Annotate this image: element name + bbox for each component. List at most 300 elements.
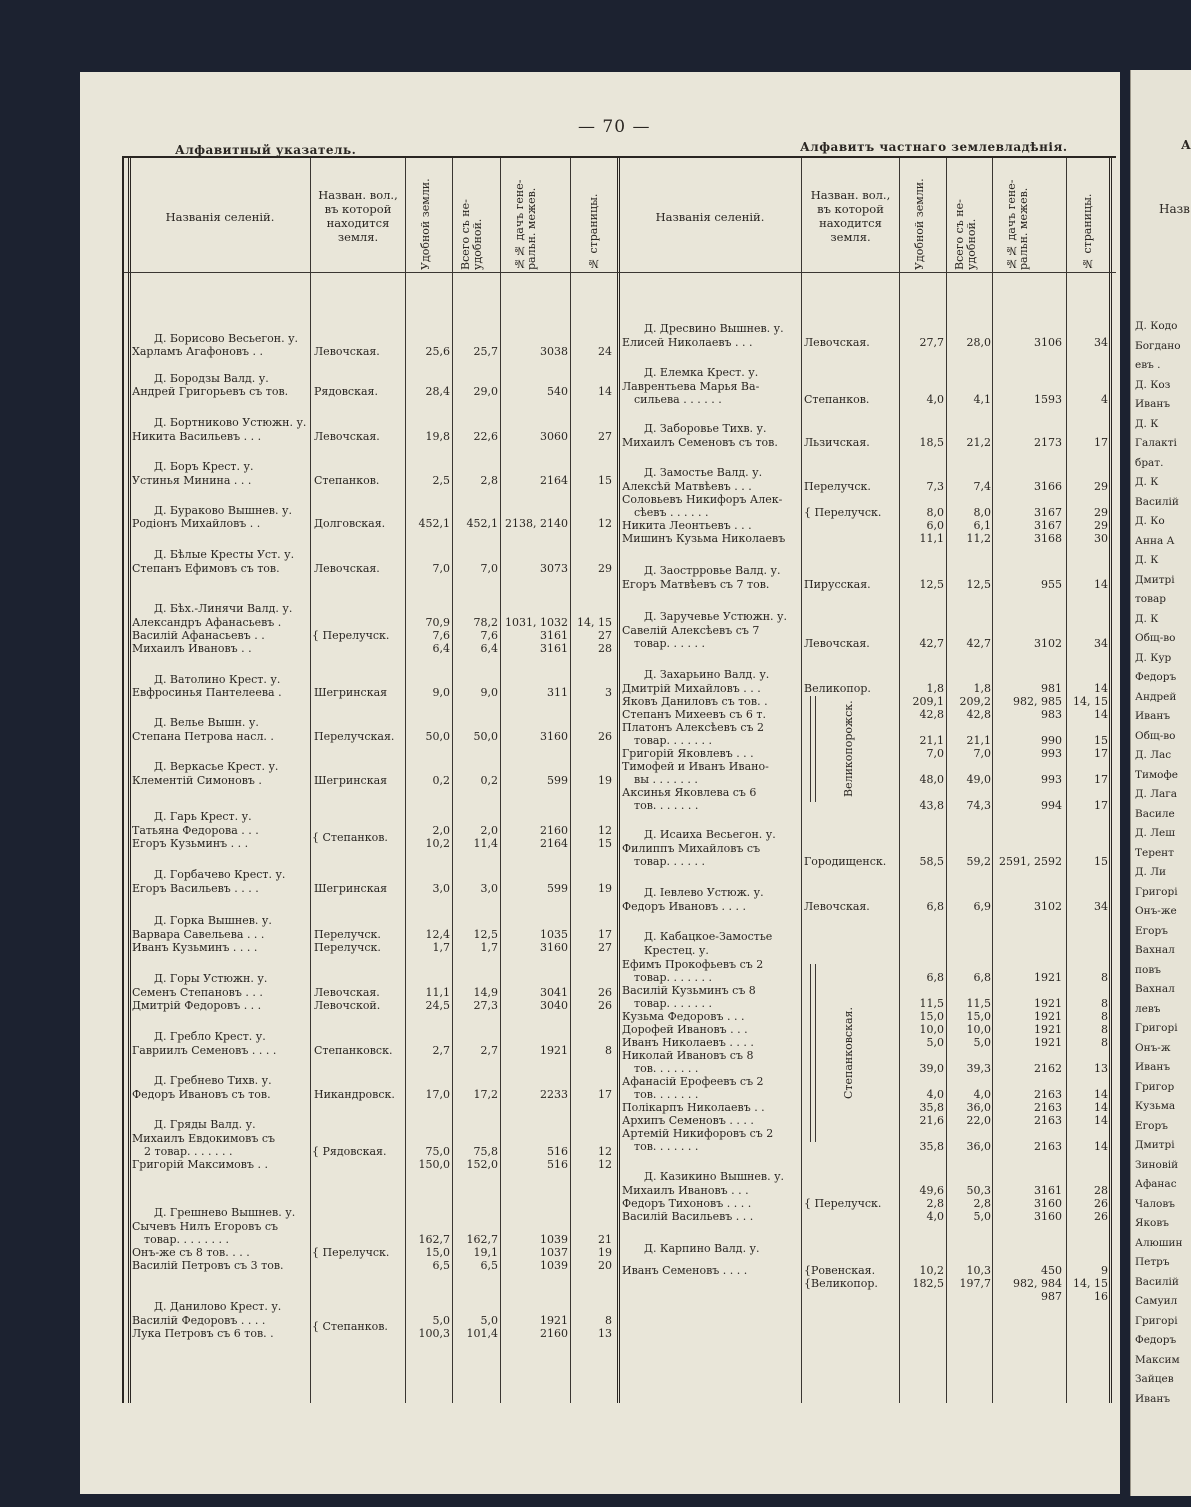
left-arable: 150,0: [418, 1158, 450, 1171]
right-page-ref: 15: [1094, 855, 1108, 868]
right-total: 2,8: [973, 1197, 991, 1210]
right-village-heading: Д. Елемка Крест. у.: [644, 366, 759, 379]
right-total: 49,0: [966, 773, 991, 786]
left-volost: Перелучск.: [314, 941, 381, 954]
strip-line: Василе: [1135, 807, 1175, 820]
left-volost: Никандровск.: [314, 1088, 395, 1101]
right-owner-name: Савелій Алексѣевъ съ 7: [622, 624, 760, 637]
strip-line: Д. Кодо: [1135, 320, 1178, 332]
right-page-ref: 17: [1094, 799, 1108, 812]
page-number: — 70 —: [578, 117, 651, 137]
strip-line: Афанас: [1135, 1178, 1177, 1190]
right-owner-name: Степанъ Михеевъ съ 6 т.: [622, 708, 766, 721]
right-arable: 182,5: [912, 1277, 944, 1290]
left-owner-name: Харламъ Агафоновъ . .: [132, 345, 264, 358]
right-page-ref: 14: [1094, 1140, 1108, 1153]
right-owner-name: Григорій Яковлевъ . . .: [622, 747, 754, 760]
right-dacha: 955: [1041, 578, 1062, 591]
right-dacha: 2163: [1034, 1101, 1062, 1114]
right-arable: 1,8: [926, 682, 944, 695]
right-dacha: 2163: [1034, 1114, 1062, 1127]
header-arable-right: Удобной земли.: [913, 178, 926, 270]
left-dacha: 2164: [540, 474, 568, 487]
left-dacha: 3040: [540, 999, 568, 1012]
strip-line: Федоръ: [1135, 671, 1177, 683]
left-arable: 15,0: [425, 1246, 450, 1259]
left-dacha: 599: [547, 882, 568, 895]
right-dacha: 2163: [1034, 1088, 1062, 1101]
right-arable: 35,8: [919, 1101, 944, 1114]
header-names-left: Названія селеній.: [165, 210, 275, 224]
strip-line: Д. К: [1135, 476, 1159, 488]
col-line: [570, 158, 571, 1403]
right-total: 21,2: [966, 436, 991, 449]
header-total-left: Всего съ не-удобной.: [459, 199, 484, 270]
right-page-ref: 8: [1101, 1010, 1108, 1023]
left-arable: 0,2: [432, 774, 450, 787]
right-total: 10,3: [966, 1264, 991, 1277]
right-total: 4,1: [973, 393, 991, 406]
left-arable: 100,3: [418, 1327, 450, 1340]
right-owner-name: тов. . . . . . .: [634, 1088, 699, 1101]
right-page-ref: 29: [1094, 519, 1108, 532]
left-total: 0,2: [480, 774, 498, 787]
right-owner-name: Федоръ Тихоновъ . . . .: [622, 1197, 752, 1210]
left-total: 6,4: [480, 642, 498, 655]
left-dacha: 3160: [540, 941, 568, 954]
left-page-ref: 27: [598, 629, 612, 642]
left-dacha: 2233: [540, 1088, 568, 1101]
left-village-heading: Д. Ватолино Крест. у.: [154, 673, 281, 686]
right-volost: Степанков.: [804, 393, 870, 406]
right-owner-name: вы . . . . . . .: [634, 773, 698, 786]
left-arable: 17,0: [425, 1088, 450, 1101]
right-page-ref: 17: [1094, 773, 1108, 786]
right-total: 36,0: [966, 1101, 991, 1114]
strip-line: Д. Ли: [1135, 866, 1166, 878]
left-owner-name: Клементій Симоновъ .: [132, 774, 262, 787]
header-rule: [124, 272, 1116, 273]
left-volost-brace: { Перелучск.: [312, 1246, 390, 1259]
col-line: [500, 158, 501, 1403]
right-volost: Левочская.: [804, 637, 870, 650]
right-owner-name: Платонъ Алексѣевъ съ 2: [622, 721, 765, 734]
right-arable: 6,8: [926, 900, 944, 913]
left-page-ref: 15: [598, 837, 612, 850]
left-total: 29,0: [473, 385, 498, 398]
left-page-ref: 21: [598, 1233, 612, 1246]
right-page-ref: 13: [1094, 1062, 1108, 1075]
right-arable: 4,0: [926, 1210, 944, 1223]
left-village-heading: Д. Данилово Крест. у.: [154, 1300, 282, 1313]
strip-line: Общ-во: [1135, 632, 1176, 644]
left-dacha: 516: [547, 1145, 568, 1158]
left-dacha: 311: [547, 686, 568, 699]
right-page-ref: 14: [1094, 682, 1108, 695]
right-volost: Левочская.: [804, 336, 870, 349]
left-owner-name: Устинья Минина . . .: [132, 474, 252, 487]
strip-line: Вахнал: [1135, 944, 1175, 956]
right-page-ref: 14: [1094, 708, 1108, 721]
right-owner-name: Тимофей и Иванъ Ивано-: [622, 760, 769, 773]
strip-line: левъ: [1135, 1002, 1161, 1015]
adjacent-page-strip: [1130, 70, 1191, 1496]
left-total: 1,7: [480, 941, 498, 954]
right-dacha: 994: [1041, 799, 1062, 812]
strip-line: Д. Лас: [1135, 749, 1172, 761]
strip-line: Алюшин: [1135, 1236, 1183, 1249]
left-total: 7,0: [480, 562, 498, 575]
strip-line: Д. К: [1135, 554, 1159, 566]
left-total: 101,4: [466, 1327, 498, 1340]
left-volost-brace: { Степанков.: [312, 831, 388, 844]
left-arable: 452,1: [418, 517, 450, 530]
left-page-ref: 19: [598, 882, 612, 895]
strip-line: Д. К: [1135, 417, 1159, 430]
strip-line: Григорі: [1135, 885, 1178, 898]
strip-line: Зиновій: [1135, 1158, 1179, 1171]
left-owner-name: 2 товар. . . . . . .: [144, 1145, 233, 1158]
right-owner-name: Алексѣй Матвѣевъ . . .: [622, 480, 752, 493]
left-page-ref: 17: [598, 928, 612, 941]
left-arable: 2,0: [432, 824, 450, 837]
strip-line: Чаловъ: [1135, 1197, 1175, 1210]
left-page-ref: 17: [598, 1088, 612, 1101]
right-arable: 43,8: [919, 799, 944, 812]
right-total: 6,8: [973, 971, 991, 984]
right-owner-name: Архипъ Семеновъ . . . .: [622, 1114, 754, 1127]
right-owner-name: товар. . . . . . .: [634, 971, 712, 984]
right-arable: 48,0: [919, 773, 944, 786]
left-page-ref: 26: [598, 986, 612, 999]
right-owner-name: Егоръ Матвѣевъ съ 7 тов.: [622, 578, 770, 591]
right-total: 22,0: [966, 1114, 991, 1127]
strip-line: Григорі: [1135, 1022, 1178, 1034]
left-owner-name: Егоръ Васильевъ . . . .: [132, 882, 259, 895]
right-page-ref: 29: [1094, 506, 1108, 519]
right-owner-name: Василій Кузьминъ съ 8: [622, 984, 756, 997]
left-total: 50,0: [473, 730, 498, 743]
strip-line: Онъ-ж: [1135, 1041, 1171, 1054]
right-total: 28,0: [966, 336, 991, 349]
left-page-ref: 8: [605, 1314, 612, 1327]
left-owner-name: Гавриилъ Семеновъ . . . .: [132, 1044, 277, 1057]
right-arable: 49,6: [919, 1184, 944, 1197]
left-owner-name: Василій Афанасьевъ . .: [132, 629, 265, 642]
strip-line: Федоръ: [1135, 1334, 1177, 1346]
right-arable: 12,5: [919, 578, 944, 591]
strip-line: Иванъ: [1135, 1061, 1171, 1073]
left-dacha: 3041: [540, 986, 568, 999]
left-arable: 5,0: [432, 1314, 450, 1327]
left-village-heading: Д. Гарь Крест. у.: [154, 810, 252, 823]
strip-line: Д. Кур: [1135, 651, 1172, 664]
right-total: 197,7: [959, 1277, 991, 1290]
col-line: [801, 158, 802, 1403]
strip-title: Назв: [1159, 202, 1190, 216]
right-arable: 27,7: [919, 336, 944, 349]
right-arable: 10,2: [919, 1264, 944, 1277]
right-volost-vertical: Степанковская.: [842, 1007, 855, 1099]
right-total: 7,0: [973, 747, 991, 760]
right-arable: 6,8: [926, 971, 944, 984]
right-page-ref: 8: [1101, 997, 1108, 1010]
brace-line: [810, 696, 816, 802]
right-total: 74,3: [966, 799, 991, 812]
right-total: 4,0: [973, 1088, 991, 1101]
right-volost: Великопор.: [804, 682, 871, 695]
right-owner-name: Мишинъ Кузьма Николаевъ: [622, 532, 786, 545]
right-arable: 8,0: [926, 506, 944, 519]
right-owner-name: Николай Ивановъ съ 8: [622, 1049, 754, 1062]
left-total: 3,0: [480, 882, 498, 895]
left-dacha: 3161: [540, 629, 568, 642]
col-line: [452, 158, 453, 1403]
left-owner-name: Евфросинья Пантелеева .: [132, 686, 282, 699]
left-village-heading: Д. Бортниково Устюжн. у.: [154, 416, 307, 429]
right-page-ref: 14: [1094, 1114, 1108, 1127]
right-dacha: 981: [1041, 682, 1062, 695]
right-volost: Левочская.: [804, 900, 870, 913]
right-arable: 2,8: [926, 1197, 944, 1210]
left-village-heading: Д. Горка Вышнев. у.: [154, 914, 272, 927]
strip-line: Андрей: [1135, 690, 1177, 703]
right-owner-name: Михаилъ Ивановъ . . .: [622, 1184, 749, 1197]
right-owner-name: Артемій Никифоровъ съ 2: [622, 1127, 774, 1140]
right-owner-name: Лаврентьева Марья Ва-: [622, 380, 760, 393]
right-owner-name: Яковъ Даниловъ съ тов. .: [622, 695, 768, 708]
strip-line: Дмитрі: [1135, 1139, 1175, 1151]
right-volost-karpino: {Ровенская.: [804, 1264, 876, 1277]
left-owner-name: Варвара Савельева . . .: [132, 928, 265, 941]
left-page-ref: 19: [598, 1246, 612, 1259]
left-total: 25,7: [473, 345, 498, 358]
right-total: 12,5: [966, 578, 991, 591]
left-arable: 12,4: [425, 928, 450, 941]
right-total: 11,2: [966, 532, 991, 545]
left-owner-name: Василій Петровъ съ 3 тов.: [132, 1259, 284, 1272]
right-dacha: 1921: [1034, 997, 1062, 1010]
left-page-ref: 3: [605, 686, 612, 699]
strip-line: Вахнал: [1135, 983, 1175, 995]
right-total: 50,3: [966, 1184, 991, 1197]
right-arable: 42,7: [919, 637, 944, 650]
right-page-ref: 15: [1094, 734, 1108, 747]
strip-line: Онъ-же: [1135, 905, 1177, 917]
right-volost: Пирусская.: [804, 578, 871, 591]
col-line: [1066, 158, 1067, 1403]
strip-line: Егоръ: [1135, 1119, 1168, 1132]
left-page-ref: 26: [598, 730, 612, 743]
left-owner-name: Лука Петровъ съ 6 тов. .: [132, 1327, 274, 1340]
left-owner-name: Степанъ Ефимовъ съ тов.: [132, 562, 280, 575]
left-village-heading: Д. Горбачево Крест. у.: [154, 868, 286, 881]
left-owner-name: Иванъ Кузьминъ . . . .: [132, 941, 258, 954]
left-total: 452,1: [466, 517, 498, 530]
col-line: [1109, 158, 1112, 1403]
right-page-ref: 26: [1094, 1197, 1108, 1210]
right-owner-name: товар. . . . . .: [634, 855, 705, 868]
left-owner-name: Александръ Афанасьевъ .: [132, 616, 282, 629]
left-volost: Левочская.: [314, 345, 380, 358]
right-arable: 42,8: [919, 708, 944, 721]
right-arable: 21,1: [919, 734, 944, 747]
left-owner-name: Дмитрій Федоровъ . . .: [132, 999, 262, 1012]
left-total: 22,6: [473, 430, 498, 443]
left-page-ref: 24: [598, 345, 612, 358]
right-volost-vertical: Великопорожск.: [842, 700, 855, 798]
right-total: 10,0: [966, 1023, 991, 1036]
left-page-ref: 12: [598, 1158, 612, 1171]
right-arable: 15,0: [919, 1010, 944, 1023]
left-page-ref: 12: [598, 517, 612, 530]
left-page-ref: 14, 15: [577, 616, 612, 629]
left-page-ref: 26: [598, 999, 612, 1012]
left-total: 152,0: [466, 1158, 498, 1171]
right-page-ref: 17: [1094, 747, 1108, 760]
right-total: 15,0: [966, 1010, 991, 1023]
strip-line: Д. Лага: [1135, 788, 1177, 800]
left-arable: 2,5: [432, 474, 450, 487]
left-page-ref: 13: [598, 1327, 612, 1340]
left-volost: Перелучская.: [314, 730, 395, 743]
left-village-heading: Д. Гребнево Тихв. у.: [154, 1074, 272, 1087]
left-volost: Шегринская: [314, 774, 388, 787]
right-village-heading: Крестец. у.: [644, 944, 709, 957]
right-dacha: 1921: [1034, 971, 1062, 984]
left-owner-name: Онъ-же съ 8 тов. . . .: [132, 1246, 250, 1259]
right-owner-name: Никита Леонтьевъ . . .: [622, 519, 752, 532]
left-dacha: 2138, 2140: [505, 517, 568, 530]
left-dacha: 1035: [540, 928, 568, 941]
strip-header: А: [1181, 138, 1191, 152]
right-dacha: 1921: [1034, 1036, 1062, 1049]
left-page-ref: 8: [605, 1044, 612, 1057]
left-total: 17,2: [473, 1088, 498, 1101]
right-owner-name: сильева . . . . . .: [634, 393, 722, 406]
right-page-ref: 28: [1094, 1184, 1108, 1197]
left-village-heading: Д. Гряды Валд. у.: [154, 1118, 256, 1131]
left-total: 75,8: [473, 1145, 498, 1158]
left-volost: Левочская.: [314, 430, 380, 443]
left-village-heading: Д. Боръ Крест. у.: [154, 460, 254, 473]
right-total: 5,0: [973, 1036, 991, 1049]
left-total: 27,3: [473, 999, 498, 1012]
right-owner-name: Аксинья Яковлева съ 6: [622, 786, 757, 799]
left-arable: 70,9: [425, 616, 450, 629]
left-dacha: 516: [547, 1158, 568, 1171]
right-arable: 7,3: [926, 480, 944, 493]
left-volost-brace: { Рядовская.: [312, 1145, 387, 1158]
left-owner-name: товар. . . . . . . .: [144, 1233, 229, 1246]
left-owner-name: Григорій Максимовъ . .: [132, 1158, 268, 1171]
left-dacha: 1921: [540, 1044, 568, 1057]
right-owner-name: Полікарпъ Николаевъ . .: [622, 1101, 765, 1114]
running-head-left: Алфавитный указатель.: [175, 143, 357, 157]
strip-line: Терент: [1135, 846, 1174, 859]
right-dacha: 993: [1041, 773, 1062, 786]
right-page-ref: 8: [1101, 1036, 1108, 1049]
strip-line: товар: [1135, 593, 1167, 605]
right-total: 42,7: [966, 637, 991, 650]
right-dacha: 982, 985: [1013, 695, 1062, 708]
right-dacha: 3161: [1034, 1184, 1062, 1197]
strip-line: Общ-во: [1135, 729, 1176, 742]
left-arable: 3,0: [432, 882, 450, 895]
right-volost: Перелучск.: [804, 480, 871, 493]
left-page-ref: 12: [598, 1145, 612, 1158]
running-head-right: Алфавитъ частнаго землевладѣнія.: [800, 140, 1068, 154]
right-owner-name: Михаилъ Семеновъ съ тов.: [622, 436, 778, 449]
right-arable: 58,5: [919, 855, 944, 868]
left-dacha: 1921: [540, 1314, 568, 1327]
left-arable: 6,4: [432, 642, 450, 655]
left-total: 78,2: [473, 616, 498, 629]
right-page-ref: 29: [1094, 480, 1108, 493]
right-total: 1,8: [973, 682, 991, 695]
left-volost: Степанковск.: [314, 1044, 393, 1057]
right-dacha: 2162: [1034, 1062, 1062, 1075]
left-total: 162,7: [466, 1233, 498, 1246]
right-arable: 21,6: [919, 1114, 944, 1127]
left-village-heading: Д. Бѣх.-Линячи Валд. у.: [154, 602, 293, 615]
left-total: 2,8: [480, 474, 498, 487]
right-village-heading: Д. Дресвино Вышнев. у.: [644, 322, 784, 335]
strip-line: брат.: [1135, 456, 1164, 469]
left-volost: Левочская.: [314, 986, 380, 999]
left-page-ref: 12: [598, 824, 612, 837]
strip-line: повъ: [1135, 963, 1161, 976]
left-dacha: 2160: [540, 824, 568, 837]
left-dacha: 1039: [540, 1233, 568, 1246]
strip-line: Зайцев: [1135, 1373, 1174, 1385]
left-village-heading: Д. Гребло Крест. у.: [154, 1030, 266, 1043]
left-village-heading: Д. Бородзы Валд. у.: [154, 372, 269, 385]
left-owner-name: Егоръ Кузьминъ . . .: [132, 837, 249, 850]
right-page-ref: 16: [1094, 1290, 1108, 1303]
strip-line: Егоръ: [1135, 924, 1168, 937]
right-owner-name: Дорофей Ивановъ . . .: [622, 1023, 748, 1036]
strip-line: Самуил: [1135, 1295, 1178, 1307]
right-owner-name: товар. . . . . .: [634, 637, 705, 650]
right-dacha: 3166: [1034, 480, 1062, 493]
header-page-right: № страницы.: [1081, 193, 1094, 270]
strip-line: Д. Леш: [1135, 827, 1175, 839]
left-total: 2,7: [480, 1044, 498, 1057]
left-dacha: 3038: [540, 345, 568, 358]
right-volost: Льзичская.: [804, 436, 870, 449]
right-arable: 11,1: [919, 532, 944, 545]
left-volost: Левочской.: [314, 999, 381, 1012]
right-total: 36,0: [966, 1140, 991, 1153]
left-volost: Рядовская.: [314, 385, 378, 398]
left-owner-name: Никита Васильевъ . . .: [132, 430, 262, 443]
header-volost-right: Назван. вол., въ которой находится земля.: [810, 188, 891, 244]
left-page-ref: 20: [598, 1259, 612, 1272]
left-owner-name: Василій Федоровъ . . . .: [132, 1314, 266, 1327]
left-village-heading: Д. Грешнево Вышнев. у.: [154, 1206, 296, 1219]
strip-line: Василій: [1135, 1275, 1179, 1288]
strip-line: Галакті: [1135, 437, 1177, 449]
left-arable: 7,6: [432, 629, 450, 642]
right-dacha: 1593: [1034, 393, 1062, 406]
left-village-heading: Д. Бураково Вышнев. у.: [154, 504, 292, 517]
left-dacha: 3160: [540, 730, 568, 743]
right-page-ref: 26: [1094, 1210, 1108, 1223]
left-volost: Долговская.: [314, 517, 386, 530]
right-arable: 11,5: [919, 997, 944, 1010]
right-owner-name: сѣевъ . . . . . .: [634, 506, 709, 519]
